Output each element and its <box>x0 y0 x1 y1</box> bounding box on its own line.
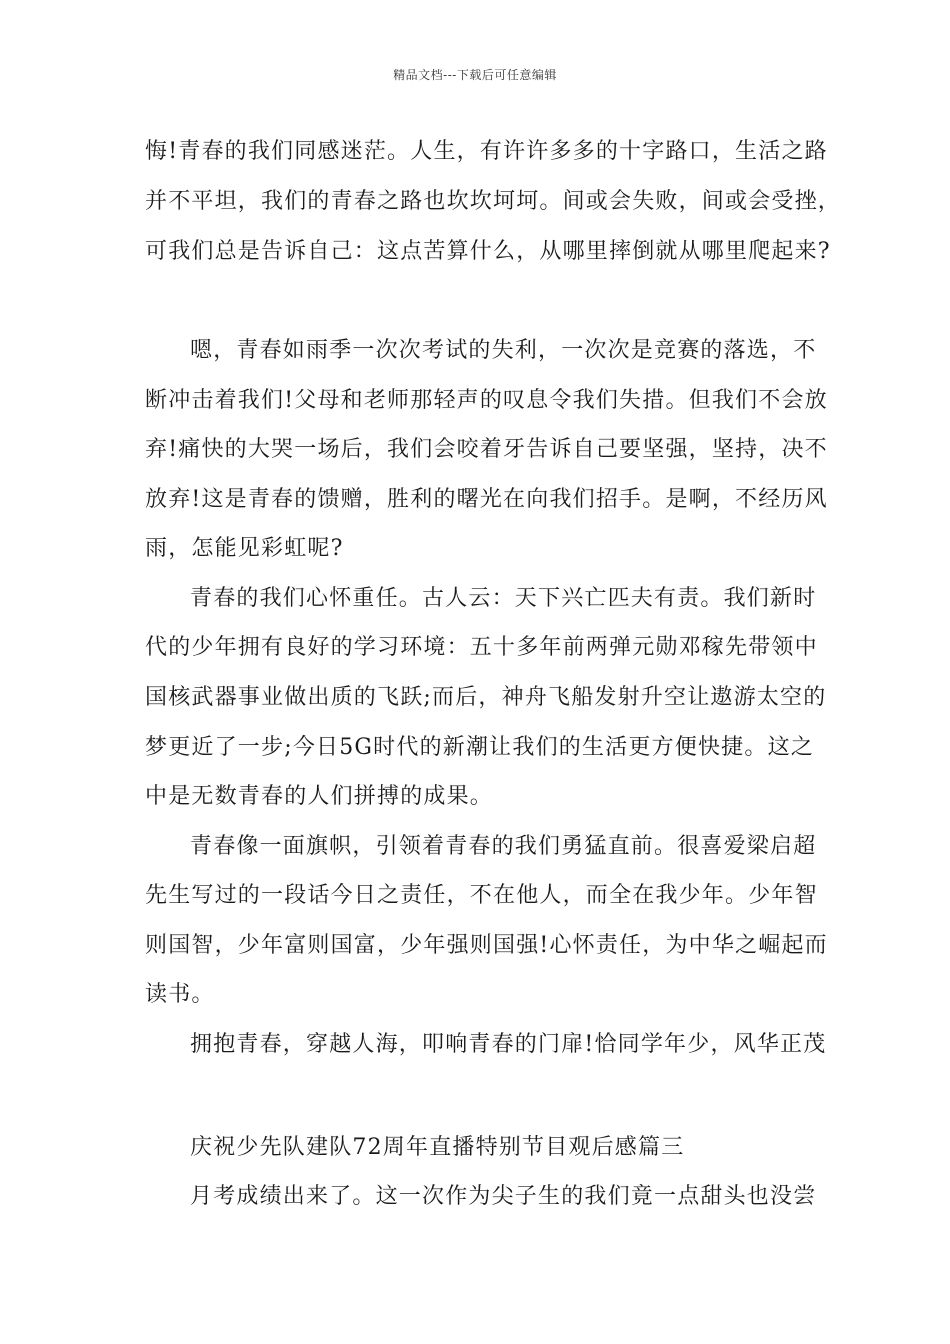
text-line: 代的少年拥有良好的学习环境：五十多年前两弹元勋邓稼先带领中 <box>145 635 818 660</box>
text-line: 悔!青春的我们同感迷茫。人生，有许许多多的十字路口，生活之路 <box>145 139 828 164</box>
text-line: 青春的我们心怀重任。古人云：天下兴亡匹夫有责。我们新时 <box>190 586 817 611</box>
text-line: 国核武器事业做出质的飞跃;而后，神舟飞船发射升空让遨游太空的 <box>145 685 827 710</box>
text-line: 可我们总是告诉自己：这点苦算什么，从哪里摔倒就从哪里爬起来? <box>145 239 831 264</box>
page-header: 精品文档---下载后可任意编辑 <box>393 68 557 82</box>
text-line: 拥抱青春，穿越人海，叩响青春的门扉!恰同学年少，风华正茂 <box>190 1032 827 1057</box>
text-line: 中是无数青春的人们拼搏的成果。 <box>145 784 494 809</box>
text-line: 弃!痛快的大哭一场后，我们会咬着牙告诉自己要坚强，坚持，决不 <box>145 437 828 462</box>
text-line: 读书。 <box>145 982 215 1007</box>
text-line: 并不平坦，我们的青春之路也坎坎坷坷。间或会失败，间或会受挫， <box>145 189 842 214</box>
text-line: 月考成绩出来了。这一次作为尖子生的我们竟一点甜头也没尝 <box>190 1184 817 1209</box>
text-line: 雨，怎能见彩虹呢? <box>145 536 344 561</box>
text-line: 青春像一面旗帜，引领着青春的我们勇猛直前。很喜爱梁启超 <box>190 834 817 859</box>
text-line: 则国智，少年富则国富，少年强则国强!心怀责任，为中华之崛起而 <box>145 933 828 958</box>
text-line: 放弃!这是青春的馈赠，胜利的曙光在向我们招手。是啊，不经历风 <box>145 487 828 512</box>
text-line: 先生写过的一段话今日之责任，不在他人，而全在我少年。少年智 <box>145 883 818 908</box>
text-line: 梦更近了一步;今日5G时代的新潮让我们的生活更方便快捷。这之 <box>145 735 814 760</box>
text-line: 嗯，青春如雨季一次次考试的失利，一次次是竞赛的落选，不 <box>190 338 817 363</box>
section-title: 庆祝少先队建队72周年直播特别节目观后感篇三 <box>190 1135 685 1160</box>
text-line: 断冲击着我们!父母和老师那轻声的叹息令我们失措。但我们不会放 <box>145 388 828 413</box>
